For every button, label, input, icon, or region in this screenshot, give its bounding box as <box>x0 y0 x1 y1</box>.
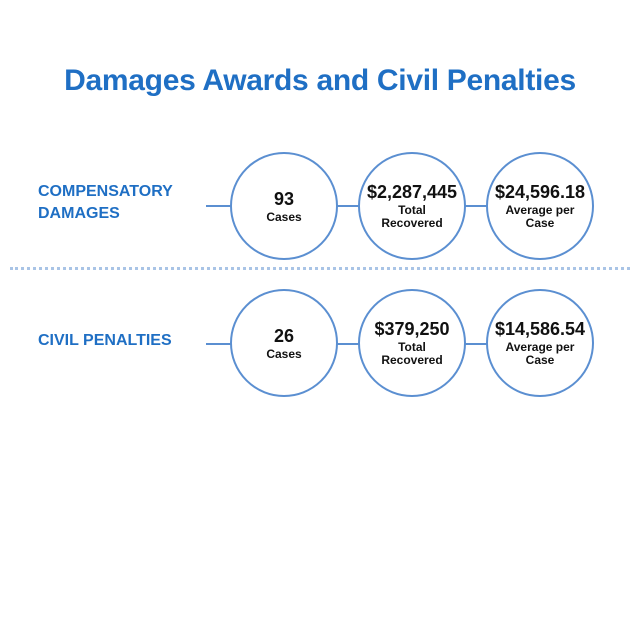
connector-line <box>336 205 360 207</box>
metric-circle-average-per-case <box>486 152 594 260</box>
row-label-line1: CIVIL PENALTIES <box>38 332 172 349</box>
metric-circle-cases <box>230 289 338 397</box>
metric-value: $24,596.18 <box>494 182 586 202</box>
metric-circle-cases <box>230 152 338 260</box>
metric-circle-total-recovered <box>358 289 466 397</box>
caption-line2: Case <box>525 353 555 367</box>
metric-caption <box>381 341 442 367</box>
caption-line1: Total <box>398 340 426 354</box>
metric-caption <box>506 341 575 367</box>
caption-line1: Average per <box>505 340 575 354</box>
metric-caption <box>506 204 575 230</box>
metric-caption <box>381 204 442 230</box>
row-label-line2: DAMAGES <box>38 205 120 222</box>
page-title: Damages Awards and Civil Penalties <box>64 64 576 97</box>
caption-line1: Total <box>398 203 426 217</box>
metric-value: $14,586.54 <box>494 319 586 339</box>
caption-line2: Recovered <box>381 353 443 367</box>
metric-circle-average-per-case <box>486 289 594 397</box>
connector-line <box>464 205 488 207</box>
metric-value: 93 <box>273 188 295 209</box>
connector-line <box>464 343 488 345</box>
dotted-divider <box>10 267 630 270</box>
connector-line <box>206 343 232 345</box>
caption-line2: Recovered <box>381 216 443 230</box>
row-label-compensatory-damages <box>38 181 173 225</box>
row-label-line1: COMPENSATORY <box>38 183 173 200</box>
metric-value: $379,250 <box>374 319 450 339</box>
connector-line <box>336 343 360 345</box>
caption-line1: Average per <box>505 203 575 217</box>
row-label-civil-penalties <box>38 330 172 352</box>
metric-caption: Cases <box>266 209 302 224</box>
connector-line <box>206 205 232 207</box>
metric-circle-total-recovered <box>358 152 466 260</box>
caption-line2: Case <box>525 216 555 230</box>
metric-value: 26 <box>273 325 295 346</box>
metric-caption: Cases <box>266 346 302 361</box>
metric-value: $2,287,445 <box>366 182 458 202</box>
